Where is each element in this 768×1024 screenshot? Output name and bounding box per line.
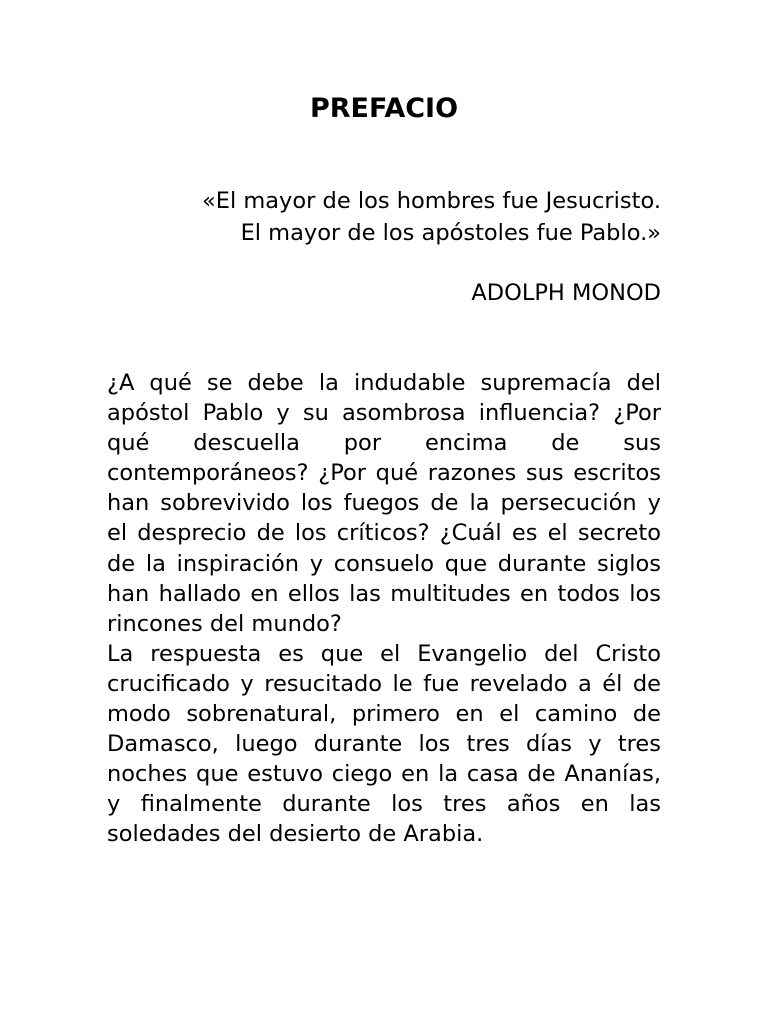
paragraph-1: ¿A qué se debe la indudable supremacía del apóstol Pablo y su asombrosa influencia? ¿Por qué descuella por encima de sus contemporáneos? ¿Por qué razones sus escritos han sobrevivido los fuegos de la persecución y el desprecio de los críticos? ¿Cuál es el secreto de la inspiración y consuelo que durante siglos han hallado en ellos las multitudes en todos los rincones del mundo? <box>107 370 661 637</box>
epigraph-quote <box>107 185 661 249</box>
page-title: PREFACIO <box>309 93 459 124</box>
epigraph-line-2: El mayor de los apóstoles fue Pablo.» <box>240 220 661 246</box>
epigraph-author: ADOLPH MONOD <box>471 280 661 306</box>
paragraph-2: La respuesta es que el Evangelio del Cristo crucificado y resucitado le fue revelado a él de modo sobrenatural, primero en el camino de Damasco, luego durante los tres días y tres noches que estuvo ciego en la casa de Ananías, y finalmente durante los tres años en las soledades del desierto de Arabia. <box>107 640 661 848</box>
epigraph-line-1: «El mayor de los hombres fue Jesucristo. <box>201 188 661 214</box>
body-text <box>107 368 661 850</box>
